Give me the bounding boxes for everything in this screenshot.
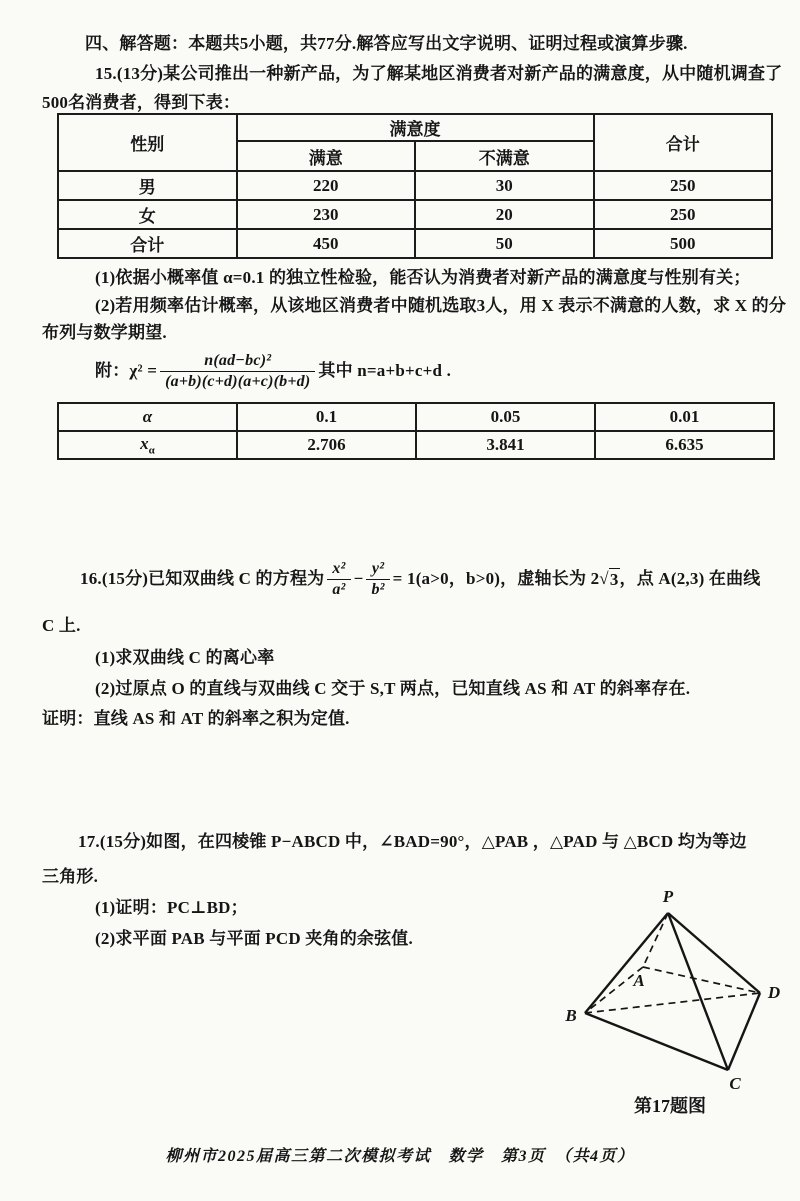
cell-row-label: 男 <box>58 171 237 200</box>
edge-PD <box>668 913 760 993</box>
cell-total: 250 <box>594 200 773 229</box>
cell-row-label: 合计 <box>58 229 237 258</box>
q16-intro-mid: = 1(a>0，b>0)，虚轴长为 2 <box>392 569 600 589</box>
q16-part2-line2: 证明：直线 AS 和 AT 的斜率之积为定值. <box>42 709 350 728</box>
alpha-value: 0.1 <box>237 403 416 431</box>
vertex-label-C: C <box>729 1074 741 1093</box>
q17-part2: (2)求平面 PAB 与平面 PCD 夹角的余弦值. <box>95 929 413 948</box>
sqrt-sign: √ <box>599 569 609 589</box>
q17-intro-line2: 三角形. <box>42 867 99 886</box>
cell-satisfied: 230 <box>237 200 416 229</box>
q15-intro-line2: 500名消费者，得到下表： <box>42 93 241 112</box>
alpha-value: 0.01 <box>595 403 774 431</box>
edge-PB <box>585 913 668 1013</box>
cell-satisfied: 220 <box>237 171 416 200</box>
table-row <box>58 200 772 229</box>
edge-AD <box>643 967 760 993</box>
x-value: 3.841 <box>416 431 595 459</box>
vertex-label-P: P <box>662 887 674 906</box>
x-value: 6.635 <box>595 431 774 459</box>
q15-intro-line1: 15.(13分)某公司推出一种新产品，为了解某地区消费者对新产品的满意度，从中随机调查了 <box>95 64 783 83</box>
header-satisfaction: 满意度 <box>237 114 594 141</box>
q15-part1: (1)依据小概率值 α=0.1 的独立性检验，能否认为消费者对新产品的满意度与性别有关； <box>95 268 751 287</box>
cell-unsatisfied: 50 <box>415 229 594 258</box>
cell-unsatisfied: 30 <box>415 171 594 200</box>
cell-row-label: 女 <box>58 200 237 229</box>
q16-part1: (1)求双曲线 C 的离心率 <box>95 648 275 667</box>
contingency-table <box>57 113 773 259</box>
table-row <box>58 114 772 141</box>
section-header: 四、解答题：本题共5小题，共77分.解答应写出文字说明、证明过程或演算步骤. <box>85 34 688 53</box>
vertex-label-A: A <box>633 971 645 990</box>
q15-part2-line1: (2)若用频率估计概率，从该地区消费者中随机选取3人，用 X 表示不满意的人数，求 X 的分 <box>95 296 787 315</box>
figure-caption: 第17题图 <box>634 1096 706 1116</box>
edge-CD <box>728 993 760 1070</box>
table-row <box>58 403 774 431</box>
q15-part2-line2: 布列与数学期望. <box>42 323 167 342</box>
table-row <box>58 229 772 258</box>
formula-numerator: n(ad−bc)² <box>204 352 272 369</box>
critical-values-table <box>57 402 775 460</box>
header-satisfied: 满意 <box>237 141 416 171</box>
cell-satisfied: 450 <box>237 229 416 258</box>
formula-prefix: 附：χ² = <box>95 361 158 381</box>
table-row <box>58 171 772 200</box>
vertex-label-D: D <box>767 983 781 1002</box>
x-alpha-label: $x_\alpha$ <box>58 431 237 459</box>
formula-suffix: 其中 n=a+b+c+d . <box>318 361 452 381</box>
alpha-label: α <box>58 403 237 431</box>
x-value: 2.706 <box>237 431 416 459</box>
edge-BD <box>585 993 760 1013</box>
edge-BC <box>585 1013 728 1070</box>
formula-fraction <box>160 352 315 390</box>
table-row <box>58 431 774 459</box>
vertex-label-B: B <box>565 1006 577 1025</box>
q16-part2-line1: (2)过原点 O 的直线与双曲线 C 交于 S,T 两点，已知直线 AS 和 AT 的斜率存在. <box>95 679 691 698</box>
edge-PC <box>668 913 728 1070</box>
sqrt-radicand: 3 <box>609 569 619 589</box>
cell-unsatisfied: 20 <box>415 200 594 229</box>
q16-intro-post: ，点 A(2,3) 在曲线 <box>619 569 761 589</box>
page-footer: 柳州市2025届高三第二次模拟考试 数学 第3页 （共4页） <box>165 1148 635 1165</box>
cell-total: 250 <box>594 171 773 200</box>
q16-intro-cont: C 上. <box>42 616 81 635</box>
alpha-value: 0.05 <box>416 403 595 431</box>
q16-intro-pre: 16.(15分)已知双曲线 C 的方程为 <box>80 569 325 589</box>
header-total: 合计 <box>594 114 773 171</box>
pyramid-figure <box>545 882 795 1097</box>
formula-denominator: (a+b)(c+d)(a+c)(b+d) <box>160 371 315 391</box>
chi-square-formula <box>95 352 451 390</box>
q16-fraction-x: $\frac{\text{x²}}{\text{a²}}$ <box>327 560 350 598</box>
q17-intro-line1: 17.(15分)如图，在四棱锥 P−ABCD 中，∠BAD=90°，△PAB ，△PAD 与 △BCD 均为等边 <box>78 832 747 851</box>
q16-intro-line1 <box>80 560 760 598</box>
cell-total: 500 <box>594 229 773 258</box>
minus-sign: − <box>353 569 364 589</box>
q17-part1: (1)证明：PC⊥BD； <box>95 898 248 917</box>
header-unsatisfied: 不满意 <box>415 141 594 171</box>
header-gender: 性别 <box>58 114 237 171</box>
q16-fraction-y: $\frac{\text{y²}}{\text{b²}}$ <box>366 560 389 598</box>
